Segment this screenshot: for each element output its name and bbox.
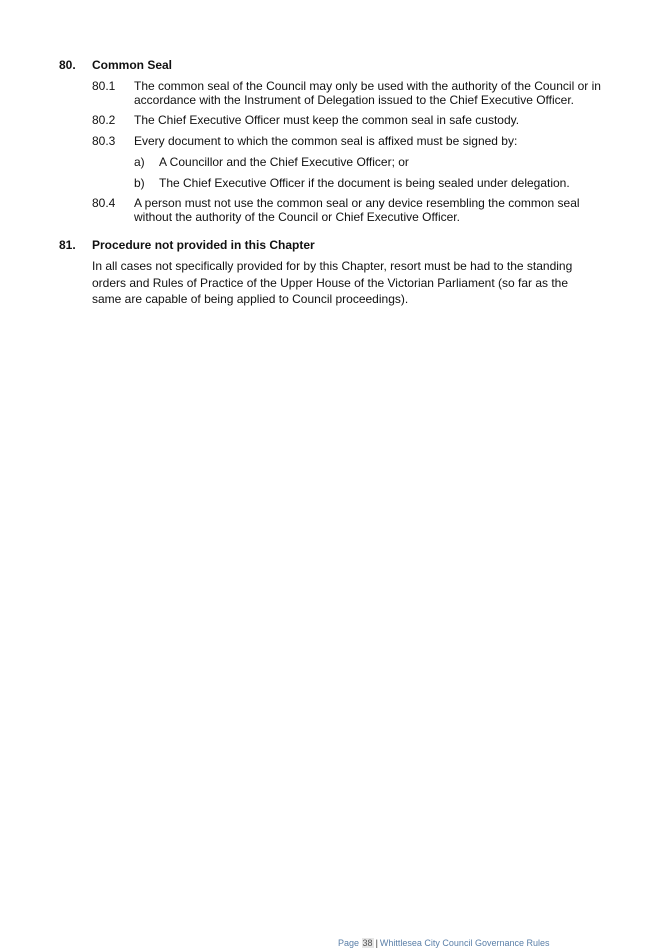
section-title: Common Seal — [92, 58, 173, 72]
section-number: 81. — [59, 238, 76, 252]
clause-text: Every document to which the common seal is affixed must be signed by: — [134, 134, 518, 148]
subitem-letter: b) — [134, 176, 145, 190]
clause-text: The common seal of the Council may only be used with the authority of the Council or in accordance with the Instrument of Delegation issued to the Chief Executive Officer. — [134, 79, 601, 107]
section-number: 80. — [59, 58, 76, 72]
clause-text: A person must not use the common seal or any device resembling the common seal without the authority of the Council or Chief Executive Officer. — [134, 196, 580, 224]
subitem-letter: a) — [134, 155, 145, 169]
clause-text: The Chief Executive Officer must keep the common seal in safe custody. — [134, 113, 520, 127]
section-81-paragraph: In all cases not specifically provided for by this Chapter, resort must be had to the standing orders and Rules of Practice of the Upper House of the Victorian Parliament (so far as the same are capable of being applied to Council proceedings). — [92, 259, 573, 306]
footer-page-label: Page — [338, 938, 360, 948]
footer-separator: | — [375, 938, 378, 948]
clause-number: 80.4 — [92, 196, 116, 210]
page-footer — [338, 938, 549, 948]
clause-number: 80.3 — [92, 134, 116, 148]
footer-document-title: Whittlesea City Council Governance Rules — [379, 938, 550, 948]
footer-page-number: 38 — [362, 938, 373, 948]
clause-number: 80.2 — [92, 113, 116, 127]
subitem-text: A Councillor and the Chief Executive Officer; or — [159, 155, 409, 169]
subitem-text: The Chief Executive Officer if the document is being sealed under delegation. — [159, 176, 570, 190]
clause-number: 80.1 — [92, 79, 116, 93]
section-title: Procedure not provided in this Chapter — [92, 238, 315, 252]
